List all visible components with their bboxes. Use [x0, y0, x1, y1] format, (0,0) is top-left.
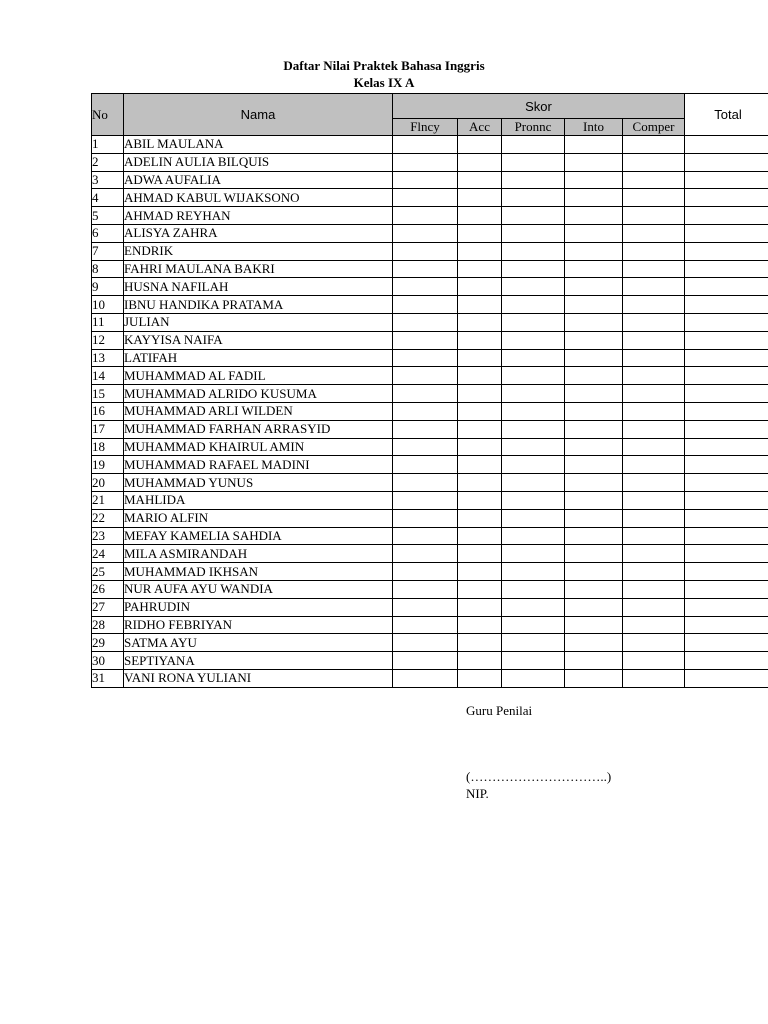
- row-number: 15: [92, 385, 124, 403]
- score-pronnc-cell[interactable]: [502, 313, 565, 331]
- score-pronnc-cell[interactable]: [502, 474, 565, 492]
- score-total-cell[interactable]: [685, 616, 768, 634]
- row-number: 9: [92, 278, 124, 296]
- score-acc-cell[interactable]: [458, 580, 502, 598]
- row-number: 28: [92, 616, 124, 634]
- score-comper-cell[interactable]: [623, 207, 685, 225]
- student-name: SEPTIYANA: [124, 652, 393, 670]
- score-into-cell[interactable]: [565, 527, 623, 545]
- score-total-cell[interactable]: [685, 385, 768, 403]
- score-flncy-cell[interactable]: [393, 402, 458, 420]
- score-pronnc-cell[interactable]: [502, 260, 565, 278]
- student-name: PAHRUDIN: [124, 598, 393, 616]
- score-comper-cell[interactable]: [623, 456, 685, 474]
- score-pronnc-cell[interactable]: [502, 420, 565, 438]
- score-comper-cell[interactable]: [623, 278, 685, 296]
- score-into-cell[interactable]: [565, 313, 623, 331]
- score-pronnc-cell[interactable]: [502, 563, 565, 581]
- score-into-cell[interactable]: [565, 367, 623, 385]
- score-comper-cell[interactable]: [623, 171, 685, 189]
- score-into-cell[interactable]: [565, 563, 623, 581]
- score-acc-cell[interactable]: [458, 509, 502, 527]
- score-total-cell[interactable]: [685, 563, 768, 581]
- score-pronnc-cell[interactable]: [502, 189, 565, 207]
- table-row: [92, 331, 768, 349]
- student-name: VANI RONA YULIANI: [124, 669, 393, 687]
- score-comper-cell[interactable]: [623, 616, 685, 634]
- score-pronnc-cell[interactable]: [502, 153, 565, 171]
- table-row: [92, 634, 768, 652]
- score-acc-cell[interactable]: [458, 260, 502, 278]
- score-into-cell[interactable]: [565, 580, 623, 598]
- header-flncy: Flncy: [393, 119, 458, 136]
- score-flncy-cell[interactable]: [393, 136, 458, 154]
- score-comper-cell[interactable]: [623, 580, 685, 598]
- score-pronnc-cell[interactable]: [502, 349, 565, 367]
- score-comper-cell[interactable]: [623, 474, 685, 492]
- score-into-cell[interactable]: [565, 634, 623, 652]
- row-number: 17: [92, 420, 124, 438]
- signature-nip: NIP.: [466, 786, 489, 801]
- student-name: MEFAY KAMELIA SAHDIA: [124, 527, 393, 545]
- student-name: AHMAD KABUL WIJAKSONO: [124, 189, 393, 207]
- score-comper-cell[interactable]: [623, 652, 685, 670]
- score-into-cell[interactable]: [565, 474, 623, 492]
- table-row: [92, 420, 768, 438]
- score-comper-cell[interactable]: [623, 367, 685, 385]
- score-pronnc-cell[interactable]: [502, 456, 565, 474]
- score-total-cell[interactable]: [685, 242, 768, 260]
- student-name: ABIL MAULANA: [124, 136, 393, 154]
- table-row: [92, 545, 768, 563]
- table-row: [92, 527, 768, 545]
- table-row: [92, 242, 768, 260]
- score-comper-cell[interactable]: [623, 545, 685, 563]
- table-row: [92, 224, 768, 242]
- row-number: 18: [92, 438, 124, 456]
- table-row: [92, 669, 768, 687]
- score-flncy-cell[interactable]: [393, 367, 458, 385]
- score-flncy-cell[interactable]: [393, 349, 458, 367]
- score-acc-cell[interactable]: [458, 367, 502, 385]
- score-flncy-cell[interactable]: [393, 616, 458, 634]
- score-comper-cell[interactable]: [623, 563, 685, 581]
- score-acc-cell[interactable]: [458, 189, 502, 207]
- score-total-cell[interactable]: [685, 474, 768, 492]
- score-total-cell[interactable]: [685, 438, 768, 456]
- student-name: MARIO ALFIN: [124, 509, 393, 527]
- row-number: 26: [92, 580, 124, 598]
- score-acc-cell[interactable]: [458, 669, 502, 687]
- score-pronnc-cell[interactable]: [502, 669, 565, 687]
- score-total-cell[interactable]: [685, 260, 768, 278]
- header-acc: Acc: [458, 119, 502, 136]
- score-acc-cell[interactable]: [458, 634, 502, 652]
- student-name: KAYYISA NAIFA: [124, 331, 393, 349]
- score-total-cell[interactable]: [685, 669, 768, 687]
- score-pronnc-cell[interactable]: [502, 136, 565, 154]
- row-number: 24: [92, 545, 124, 563]
- row-number: 23: [92, 527, 124, 545]
- score-total-cell[interactable]: [685, 153, 768, 171]
- score-into-cell[interactable]: [565, 136, 623, 154]
- score-acc-cell[interactable]: [458, 136, 502, 154]
- score-pronnc-cell[interactable]: [502, 545, 565, 563]
- signature-label: Guru Penilai: [466, 703, 533, 718]
- score-into-cell[interactable]: [565, 153, 623, 171]
- score-flncy-cell[interactable]: [393, 652, 458, 670]
- row-number: 16: [92, 402, 124, 420]
- score-flncy-cell[interactable]: [393, 545, 458, 563]
- score-into-cell[interactable]: [565, 224, 623, 242]
- score-comper-cell[interactable]: [623, 296, 685, 314]
- header-pronnc: Pronnc: [502, 119, 565, 136]
- score-comper-cell[interactable]: [623, 189, 685, 207]
- score-total-cell[interactable]: [685, 136, 768, 154]
- student-name: LATIFAH: [124, 349, 393, 367]
- score-comper-cell[interactable]: [623, 224, 685, 242]
- student-name: ADWA AUFALIA: [124, 171, 393, 189]
- table-row: [92, 349, 768, 367]
- score-pronnc-cell[interactable]: [502, 598, 565, 616]
- row-number: 10: [92, 296, 124, 314]
- table-row: [92, 153, 768, 171]
- table-row: [92, 616, 768, 634]
- table-row: [92, 136, 768, 154]
- score-flncy-cell[interactable]: [393, 313, 458, 331]
- score-flncy-cell[interactable]: [393, 153, 458, 171]
- score-flncy-cell[interactable]: [393, 242, 458, 260]
- table-row: [92, 598, 768, 616]
- table-row: [92, 171, 768, 189]
- student-name: FAHRI MAULANA BAKRI: [124, 260, 393, 278]
- row-number: 7: [92, 242, 124, 260]
- score-acc-cell[interactable]: [458, 402, 502, 420]
- score-total-cell[interactable]: [685, 171, 768, 189]
- score-flncy-cell[interactable]: [393, 456, 458, 474]
- table-row: [92, 509, 768, 527]
- row-number: 27: [92, 598, 124, 616]
- score-into-cell[interactable]: [565, 296, 623, 314]
- score-acc-cell[interactable]: [458, 456, 502, 474]
- score-pronnc-cell[interactable]: [502, 278, 565, 296]
- score-flncy-cell[interactable]: [393, 420, 458, 438]
- table-row: [92, 296, 768, 314]
- score-into-cell[interactable]: [565, 349, 623, 367]
- student-name: MUHAMMAD KHAIRUL AMIN: [124, 438, 393, 456]
- score-total-cell[interactable]: [685, 634, 768, 652]
- row-number: 31: [92, 669, 124, 687]
- score-total-cell[interactable]: [685, 224, 768, 242]
- student-name: NUR AUFA AYU WANDIA: [124, 580, 393, 598]
- score-total-cell[interactable]: [685, 580, 768, 598]
- score-flncy-cell[interactable]: [393, 331, 458, 349]
- score-into-cell[interactable]: [565, 242, 623, 260]
- header-into: Into: [565, 119, 623, 136]
- score-pronnc-cell[interactable]: [502, 331, 565, 349]
- score-acc-cell[interactable]: [458, 224, 502, 242]
- student-name: MUHAMMAD RAFAEL MADINI: [124, 456, 393, 474]
- score-acc-cell[interactable]: [458, 616, 502, 634]
- student-name: MUHAMMAD FARHAN ARRASYID: [124, 420, 393, 438]
- score-into-cell[interactable]: [565, 652, 623, 670]
- score-comper-cell[interactable]: [623, 509, 685, 527]
- score-pronnc-cell[interactable]: [502, 367, 565, 385]
- score-acc-cell[interactable]: [458, 242, 502, 260]
- score-flncy-cell[interactable]: [393, 385, 458, 403]
- student-name: IBNU HANDIKA PRATAMA: [124, 296, 393, 314]
- row-number: 3: [92, 171, 124, 189]
- score-into-cell[interactable]: [565, 438, 623, 456]
- table-row: [92, 402, 768, 420]
- score-total-cell[interactable]: [685, 331, 768, 349]
- score-comper-cell[interactable]: [623, 402, 685, 420]
- score-pronnc-cell[interactable]: [502, 224, 565, 242]
- student-name: ADELIN AULIA BILQUIS: [124, 153, 393, 171]
- score-total-cell[interactable]: [685, 598, 768, 616]
- signature-blank: (…………………………..): [466, 769, 612, 784]
- score-into-cell[interactable]: [565, 331, 623, 349]
- score-pronnc-cell[interactable]: [502, 402, 565, 420]
- score-acc-cell[interactable]: [458, 313, 502, 331]
- score-acc-cell[interactable]: [458, 652, 502, 670]
- header-no: No: [92, 94, 124, 136]
- score-pronnc-cell[interactable]: [502, 616, 565, 634]
- score-comper-cell[interactable]: [623, 260, 685, 278]
- score-acc-cell[interactable]: [458, 385, 502, 403]
- student-name: ENDRIK: [124, 242, 393, 260]
- score-comper-cell[interactable]: [623, 634, 685, 652]
- score-flncy-cell[interactable]: [393, 438, 458, 456]
- score-into-cell[interactable]: [565, 189, 623, 207]
- score-comper-cell[interactable]: [623, 669, 685, 687]
- student-name: MILA ASMIRANDAH: [124, 545, 393, 563]
- student-name: MUHAMMAD AL FADIL: [124, 367, 393, 385]
- score-total-cell[interactable]: [685, 527, 768, 545]
- grade-table: [91, 93, 768, 688]
- table-row: [92, 491, 768, 509]
- score-flncy-cell[interactable]: [393, 260, 458, 278]
- score-total-cell[interactable]: [685, 402, 768, 420]
- score-acc-cell[interactable]: [458, 438, 502, 456]
- row-number: 19: [92, 456, 124, 474]
- score-into-cell[interactable]: [565, 420, 623, 438]
- score-total-cell[interactable]: [685, 545, 768, 563]
- score-total-cell[interactable]: [685, 420, 768, 438]
- score-pronnc-cell[interactable]: [502, 634, 565, 652]
- row-number: 25: [92, 563, 124, 581]
- row-number: 14: [92, 367, 124, 385]
- score-into-cell[interactable]: [565, 385, 623, 403]
- score-into-cell[interactable]: [565, 171, 623, 189]
- row-number: 8: [92, 260, 124, 278]
- document-subtitle: Kelas IX A: [353, 75, 415, 90]
- score-flncy-cell[interactable]: [393, 171, 458, 189]
- score-total-cell[interactable]: [685, 509, 768, 527]
- score-pronnc-cell[interactable]: [502, 580, 565, 598]
- score-pronnc-cell[interactable]: [502, 207, 565, 225]
- score-into-cell[interactable]: [565, 669, 623, 687]
- score-into-cell[interactable]: [565, 616, 623, 634]
- score-comper-cell[interactable]: [623, 438, 685, 456]
- score-total-cell[interactable]: [685, 367, 768, 385]
- score-comper-cell[interactable]: [623, 242, 685, 260]
- score-flncy-cell[interactable]: [393, 189, 458, 207]
- score-into-cell[interactable]: [565, 278, 623, 296]
- score-pronnc-cell[interactable]: [502, 652, 565, 670]
- row-number: 21: [92, 491, 124, 509]
- score-acc-cell[interactable]: [458, 491, 502, 509]
- score-comper-cell[interactable]: [623, 385, 685, 403]
- score-into-cell[interactable]: [565, 545, 623, 563]
- table-row: [92, 260, 768, 278]
- score-pronnc-cell[interactable]: [502, 438, 565, 456]
- score-into-cell[interactable]: [565, 207, 623, 225]
- student-name: AHMAD REYHAN: [124, 207, 393, 225]
- row-number: 11: [92, 313, 124, 331]
- score-acc-cell[interactable]: [458, 474, 502, 492]
- table-row: [92, 563, 768, 581]
- score-pronnc-cell[interactable]: [502, 385, 565, 403]
- score-total-cell[interactable]: [685, 207, 768, 225]
- score-acc-cell[interactable]: [458, 349, 502, 367]
- student-name: MAHLIDA: [124, 491, 393, 509]
- score-comper-cell[interactable]: [623, 313, 685, 331]
- score-acc-cell[interactable]: [458, 420, 502, 438]
- score-comper-cell[interactable]: [623, 331, 685, 349]
- score-total-cell[interactable]: [685, 278, 768, 296]
- table-row: [92, 385, 768, 403]
- student-name: MUHAMMAD ARLI WILDEN: [124, 402, 393, 420]
- score-total-cell[interactable]: [685, 313, 768, 331]
- score-acc-cell[interactable]: [458, 598, 502, 616]
- score-flncy-cell[interactable]: [393, 563, 458, 581]
- score-total-cell[interactable]: [685, 189, 768, 207]
- score-flncy-cell[interactable]: [393, 509, 458, 527]
- table-row: [92, 278, 768, 296]
- score-acc-cell[interactable]: [458, 278, 502, 296]
- score-comper-cell[interactable]: [623, 527, 685, 545]
- student-name: HUSNA NAFILAH: [124, 278, 393, 296]
- table-row: [92, 474, 768, 492]
- score-flncy-cell[interactable]: [393, 598, 458, 616]
- score-total-cell[interactable]: [685, 296, 768, 314]
- score-comper-cell[interactable]: [623, 153, 685, 171]
- table-row: [92, 456, 768, 474]
- score-into-cell[interactable]: [565, 402, 623, 420]
- score-comper-cell[interactable]: [623, 349, 685, 367]
- score-total-cell[interactable]: [685, 456, 768, 474]
- score-acc-cell[interactable]: [458, 171, 502, 189]
- score-acc-cell[interactable]: [458, 153, 502, 171]
- score-flncy-cell[interactable]: [393, 207, 458, 225]
- table-row: [92, 189, 768, 207]
- student-name: JULIAN: [124, 313, 393, 331]
- score-flncy-cell[interactable]: [393, 669, 458, 687]
- score-pronnc-cell[interactable]: [502, 171, 565, 189]
- row-number: 6: [92, 224, 124, 242]
- table-row: [92, 367, 768, 385]
- score-flncy-cell[interactable]: [393, 491, 458, 509]
- row-number: 5: [92, 207, 124, 225]
- student-name: MUHAMMAD YUNUS: [124, 474, 393, 492]
- table-row: [92, 438, 768, 456]
- score-acc-cell[interactable]: [458, 527, 502, 545]
- score-flncy-cell[interactable]: [393, 224, 458, 242]
- score-into-cell[interactable]: [565, 456, 623, 474]
- row-number: 22: [92, 509, 124, 527]
- score-into-cell[interactable]: [565, 509, 623, 527]
- score-acc-cell[interactable]: [458, 207, 502, 225]
- score-comper-cell[interactable]: [623, 420, 685, 438]
- score-comper-cell[interactable]: [623, 491, 685, 509]
- row-number: 4: [92, 189, 124, 207]
- student-name: MUHAMMAD IKHSAN: [124, 563, 393, 581]
- score-acc-cell[interactable]: [458, 563, 502, 581]
- score-flncy-cell[interactable]: [393, 278, 458, 296]
- header-skor: Skor: [393, 94, 685, 119]
- row-number: 1: [92, 136, 124, 154]
- row-number: 12: [92, 331, 124, 349]
- header-nama: Nama: [124, 94, 393, 136]
- row-number: 2: [92, 153, 124, 171]
- student-name: ALISYA ZAHRA: [124, 224, 393, 242]
- score-total-cell[interactable]: [685, 349, 768, 367]
- score-into-cell[interactable]: [565, 491, 623, 509]
- header-comper: Comper: [623, 119, 685, 136]
- score-comper-cell[interactable]: [623, 136, 685, 154]
- score-acc-cell[interactable]: [458, 331, 502, 349]
- row-number: 13: [92, 349, 124, 367]
- score-flncy-cell[interactable]: [393, 634, 458, 652]
- score-acc-cell[interactable]: [458, 296, 502, 314]
- score-acc-cell[interactable]: [458, 545, 502, 563]
- table-row: [92, 580, 768, 598]
- score-comper-cell[interactable]: [623, 598, 685, 616]
- table-row: [92, 313, 768, 331]
- score-into-cell[interactable]: [565, 598, 623, 616]
- score-pronnc-cell[interactable]: [502, 509, 565, 527]
- score-total-cell[interactable]: [685, 491, 768, 509]
- row-number: 20: [92, 474, 124, 492]
- score-total-cell[interactable]: [685, 652, 768, 670]
- header-total: Total: [685, 94, 768, 136]
- row-number: 30: [92, 652, 124, 670]
- document-title: Daftar Nilai Praktek Bahasa Inggris: [283, 58, 485, 73]
- table-row: [92, 207, 768, 225]
- student-name: MUHAMMAD ALRIDO KUSUMA: [124, 385, 393, 403]
- student-name: RIDHO FEBRIYAN: [124, 616, 393, 634]
- score-flncy-cell[interactable]: [393, 474, 458, 492]
- table-row: [92, 652, 768, 670]
- score-flncy-cell[interactable]: [393, 527, 458, 545]
- score-pronnc-cell[interactable]: [502, 296, 565, 314]
- row-number: 29: [92, 634, 124, 652]
- student-name: SATMA AYU: [124, 634, 393, 652]
- score-into-cell[interactable]: [565, 260, 623, 278]
- score-flncy-cell[interactable]: [393, 580, 458, 598]
- score-pronnc-cell[interactable]: [502, 242, 565, 260]
- score-pronnc-cell[interactable]: [502, 491, 565, 509]
- score-pronnc-cell[interactable]: [502, 527, 565, 545]
- score-flncy-cell[interactable]: [393, 296, 458, 314]
